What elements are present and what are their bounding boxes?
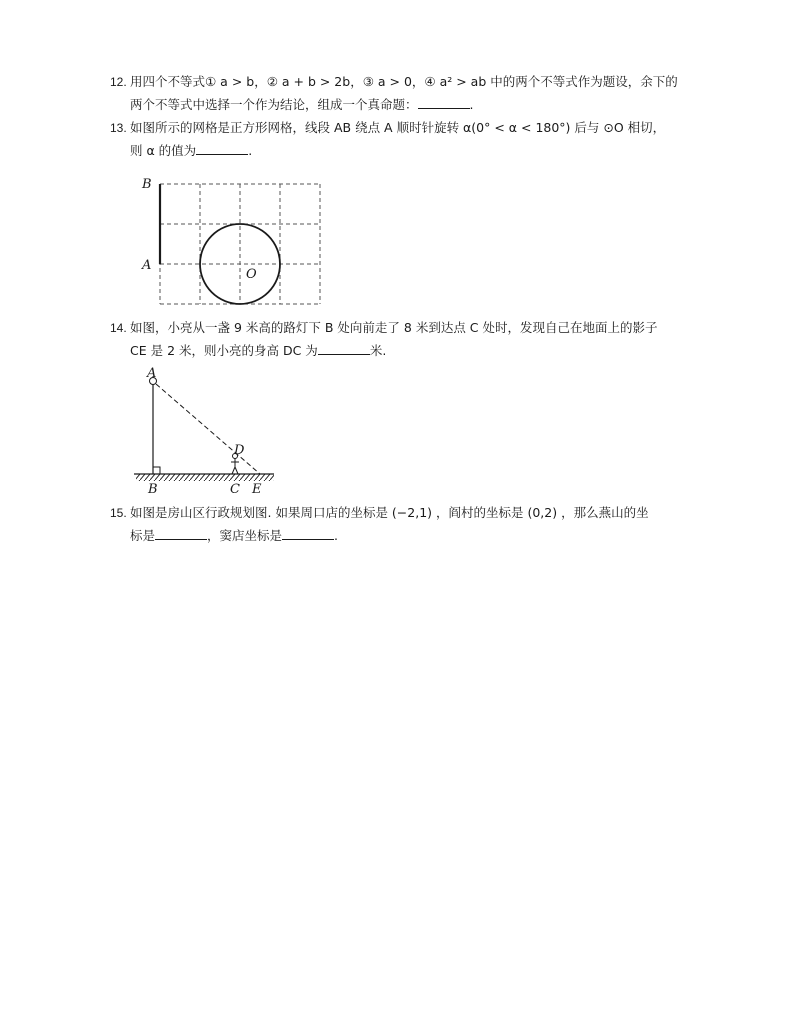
question-text-line2: 则 α 的值为 (130, 143, 197, 158)
lamp-shadow-figure (130, 366, 280, 498)
answer-blank-2 (282, 528, 334, 540)
question-number: 15. (110, 506, 127, 520)
ground-hatching (136, 474, 274, 481)
question-number: 12. (110, 75, 127, 89)
label-D: D (234, 443, 245, 458)
question-15 (110, 505, 649, 544)
question-text-mid: ，窦店坐标是 (207, 528, 283, 543)
question-13 (110, 120, 665, 159)
label-A: A (142, 258, 152, 273)
dashed-grid (160, 184, 320, 304)
answer-blank (318, 343, 370, 355)
period: . (334, 528, 339, 543)
label-E: E (252, 482, 262, 497)
unit-text: 米. (369, 343, 387, 358)
period: . (469, 97, 474, 112)
question-text-line1: 如图所示的网格是正方形网格，线段 AB 绕点 A 顺时针旋转 α(0° < α < 180°) 后与 ⊙O 相切， (130, 120, 666, 135)
question-text-line2: CE 是 2 米，则小亮的身高 DC 为 (130, 343, 318, 358)
answer-blank (418, 97, 470, 109)
question-12 (110, 74, 678, 113)
question-number: 14. (110, 321, 127, 335)
question-text-line2: 标是 (130, 528, 156, 543)
period: . (248, 143, 253, 158)
light-ray (156, 384, 260, 474)
label-C: C (230, 482, 240, 497)
right-angle-mark (153, 467, 160, 474)
label-B: B (148, 482, 158, 497)
label-A: A (147, 366, 157, 381)
question-number: 13. (110, 121, 127, 135)
label-O: O (246, 267, 257, 282)
question-text-line1: 如图是房山区行政规划图. 如果周口店的坐标是 (−2,1) ，阎村的坐标是 (0,2) ，那么燕山的坐 (130, 505, 649, 520)
answer-blank-1 (155, 528, 207, 540)
answer-blank (196, 143, 248, 155)
grid-circle-figure (136, 172, 336, 312)
question-14 (110, 320, 658, 359)
label-B: B (142, 177, 152, 192)
question-text-line2: 两个不等式中选择一个作为结论，组成一个真命题： (130, 97, 418, 112)
question-text-line1: 如图，小亮从一盏 9 米高的路灯下 B 处向前走了 8 米到达点 C 处时，发现自己在地面上的影子 (130, 320, 658, 335)
question-text-line1: 用四个不等式① a > b，② a + b > 2b，③ a > 0，④ a² > ab 中的两个不等式作为题设，余下的 (130, 74, 678, 89)
